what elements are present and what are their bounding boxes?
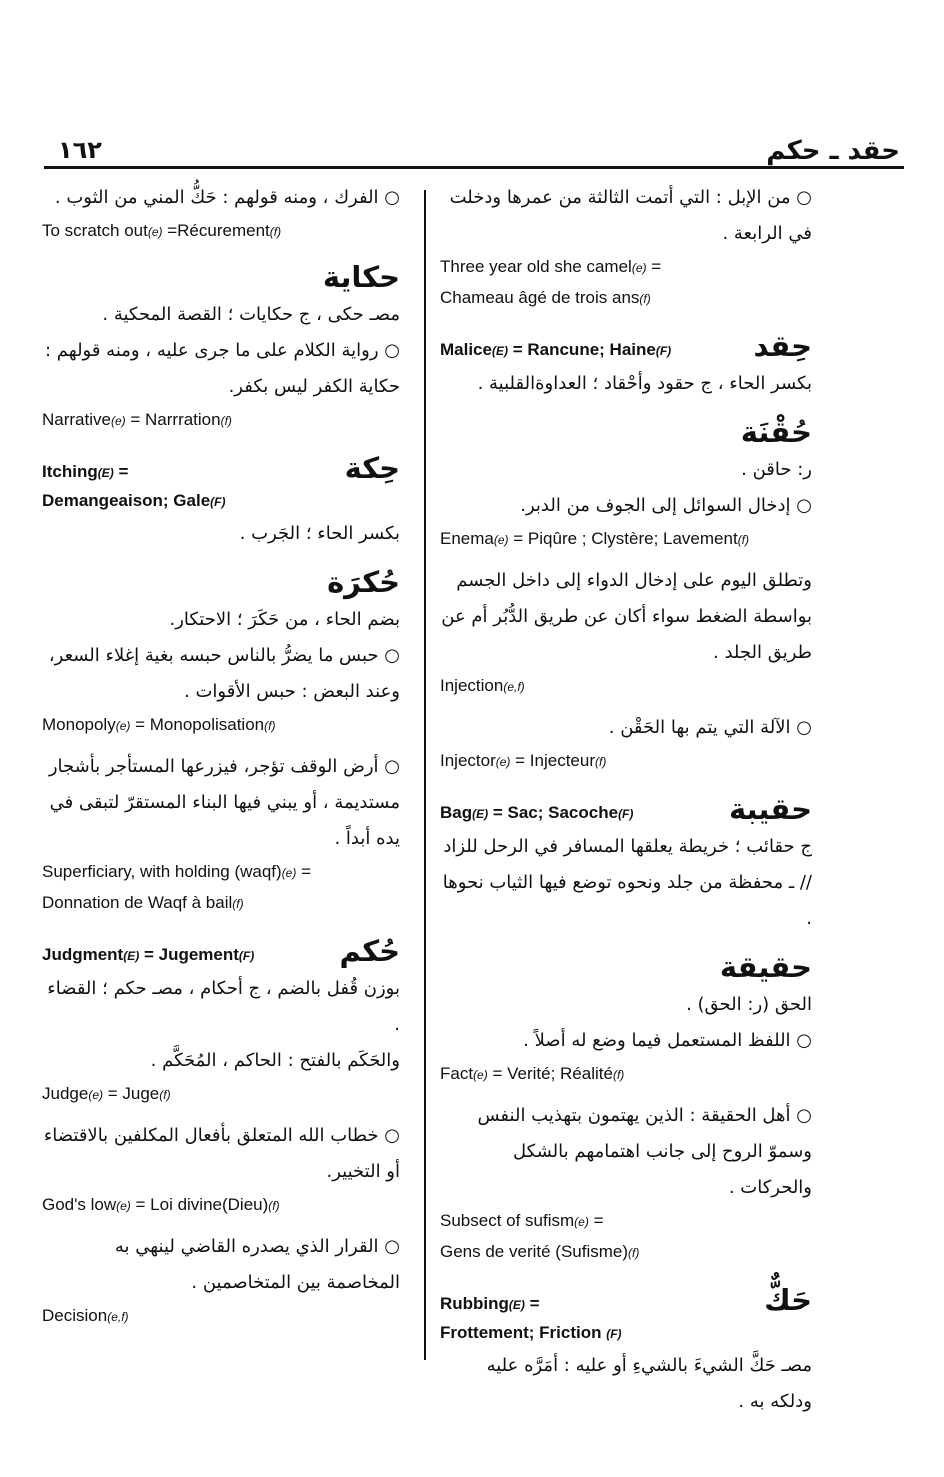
definition-text: ○ من الإبل : التي أتمت الثالثة من عمرها ودخلت في الرابعة . — [440, 180, 812, 252]
translation-line: Three year old she camel(e) = Chameau âgé de trois ans(f) — [440, 257, 662, 307]
entry-headword-hikka: حِكة — [344, 451, 400, 485]
translation-line: God's low(e) = Loi divine(Dieu)(f) — [42, 1195, 280, 1214]
translation-line: Bag(E) = Sac; Sacoche(F) — [440, 803, 634, 822]
translation-line: Narrative(e) = Narrration(f) — [42, 410, 232, 429]
translation-line: Enema(e) = Piqûre ; Clystère; Lavement(f) — [440, 529, 750, 548]
translation-line: Monopoly(e) = Monopolisation(f) — [42, 715, 276, 734]
definition-text: الحق (ر: الحق) . — [686, 994, 812, 1015]
definition-text: ر: حاقن . — [741, 459, 812, 480]
entry-header-hikka — [42, 448, 400, 516]
translation-line: Malice(E) = Rancune; Haine(F) — [440, 340, 672, 359]
entry-headword-hukm: حُكم — [339, 934, 400, 968]
entry-headword-haqiqa: حقيقة — [719, 950, 812, 984]
definition-text: ○ أرض الوقف تؤجر، فيزرعها المستأجر بأشجار مستديمة ، أو يبني فيها البناء المستقرّ لتبقى في يده أبداً . — [42, 749, 400, 857]
right-column — [440, 180, 812, 1420]
column-divider — [424, 190, 426, 1360]
definition-text: بضم الحاء ، من حَكَرَ ؛ الاحتكار. — [169, 609, 400, 630]
page-number: ١٦٢ — [58, 136, 102, 164]
definition-text: ○ أهل الحقيقة : الذين يهتمون بتهذيب النفس وسموّ الروح إلى جانب اهتمامهم بالشكل والحركات . — [440, 1098, 812, 1206]
running-header: حقد ـ حكم — [766, 136, 900, 166]
translation-line: Fact(e) = Verité; Réalité(f) — [440, 1064, 625, 1083]
translation-line: Injector(e) = Injecteur(f) — [440, 751, 607, 770]
definition-text: ○ الفرك ، ومنه قولهم : حَكُّ المني من الثوب . — [42, 180, 400, 216]
definition-text: ○ إدخال السوائل إلى الجوف من الدبر. — [440, 488, 812, 524]
definition-text: ○ خطاب الله المتعلق بأفعال المكلفين بالاقتضاء أو التخيير. — [42, 1118, 400, 1190]
entry-headword-hakk: حَكٌّ — [764, 1283, 812, 1317]
definition-text: ○ الآلة التي يتم بها الحَقْن . — [440, 710, 812, 746]
definition-text: بكسر الحاء ؛ الجَرب . — [239, 523, 400, 544]
entry-header-hukm — [42, 931, 400, 971]
definition-text: مصـ حَكَّ الشيءَ بالشيءِ أو عليه : أمَرَّه عليه ودلكه به . — [486, 1355, 812, 1412]
entry-headword-hukra: حُكرَة — [327, 565, 400, 599]
entry-header-hakk — [440, 1280, 812, 1348]
definition-text: بكسر الحاء ، ج حقود وأحْقاد ؛ العداوةالقلبية . — [477, 373, 812, 394]
entry-headword-huqna: حُقْنَة — [740, 415, 812, 449]
entry-header-hiqd — [440, 326, 812, 366]
definition-text: ج حقائب ؛ خريطة يعلقها المسافر في الرحل للزاد // ـ محفظة من جلد ونحوه توضع فيها الثياب نحوها . — [442, 836, 812, 929]
definition-text: بوزن قُفل بالضم ، ج أحكام ، مصـ حكم ؛ القضاء . — [47, 978, 400, 1035]
translation-line: Judgment(E) = Jugement(F) — [42, 945, 255, 964]
translation-line: Rubbing(E) = Frottement; Friction (F) — [440, 1294, 622, 1342]
definition-text: والحَكَم بالفتح : الحاكم ، المُحَكَّم . — [150, 1050, 400, 1071]
entry-headword-hiqd: حِقد — [753, 329, 812, 363]
header-rule — [44, 166, 904, 169]
translation-line: Injection(e,f) — [440, 676, 525, 695]
translation-line: Itching(E) = Demangeaison; Gale(F) — [42, 462, 226, 510]
definition-text: مصـ حكى ، ج حكايات ؛ القصة المحكية . — [102, 304, 400, 325]
translation-line: Decision(e,f) — [42, 1306, 129, 1325]
definition-text: ○ حبس ما يضرُّ بالناس حبسه بغية إغلاء السعر، وعند البعض : حبس الأقوات . — [42, 638, 400, 710]
definition-text: وتطلق اليوم على إدخال الدواء إلى داخل الجسم بواسطة الضغط سواء أكان عن طريق الدُّبُر أم عن طريق الجلد . — [441, 570, 812, 663]
entry-headword-haqiba: حقيبة — [728, 792, 812, 826]
translation-line: To scratch out(e) =Récurement(f) — [42, 221, 282, 240]
translation-line: Subsect of sufism(e) = Gens de verité (Sufisme)(f) — [440, 1211, 640, 1261]
entry-headword-hikaya: حكاية — [322, 260, 400, 294]
definition-text: ○ اللفظ المستعمل فيما وضع له أصلاً . — [440, 1023, 812, 1059]
translation-line: Superficiary, with holding (waqf)(e) = Donnation de Waqf à bail(f) — [42, 862, 312, 912]
definition-text: ○ رواية الكلام على ما جرى عليه ، ومنه قولهم : حكاية الكفر ليس بكفر. — [42, 333, 400, 405]
definition-text: ○ القرار الذي يصدره القاضي لينهي به المخاصمة بين المتخاصمين . — [42, 1229, 400, 1301]
left-column — [42, 180, 400, 1340]
entry-header-haqiba — [440, 789, 812, 829]
translation-line: Judge(e) = Juge(f) — [42, 1084, 171, 1103]
